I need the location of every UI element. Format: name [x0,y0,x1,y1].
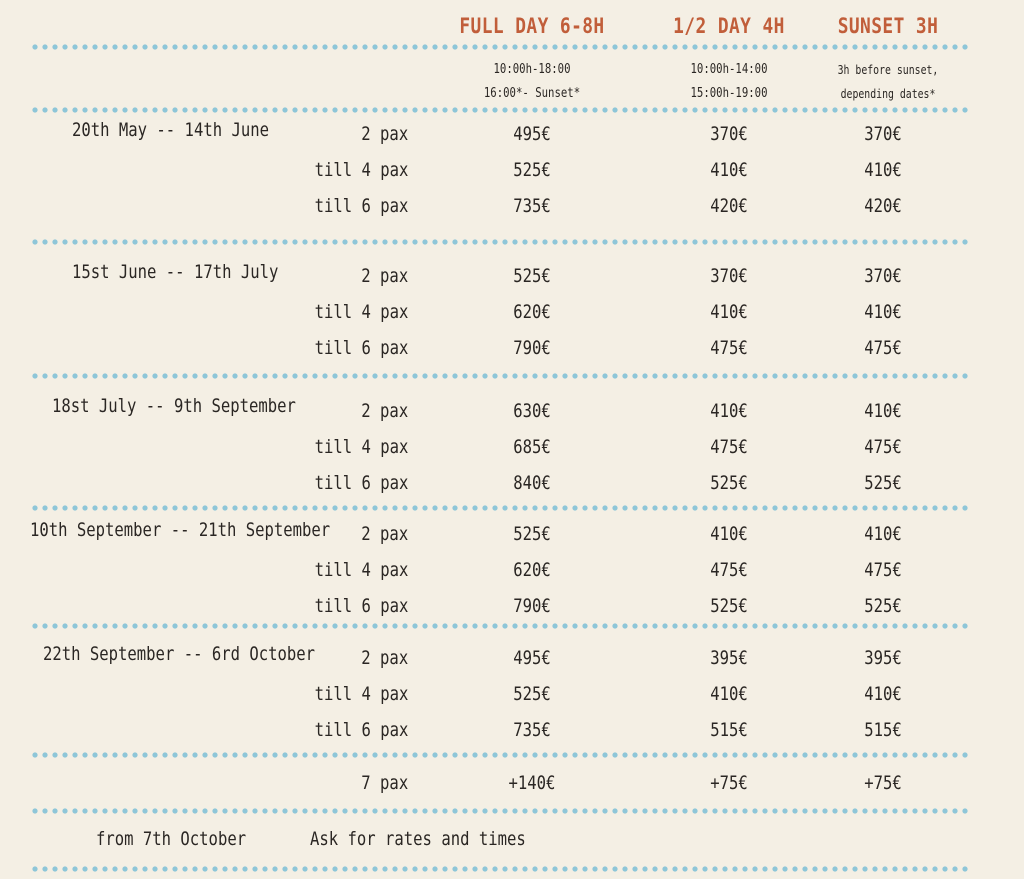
subtitle-line: 16:00*- Sunset* [483,86,581,101]
subtitle-line: 10:00h-14:00 [690,62,768,77]
price-sunset: 475€ [864,337,902,359]
pax-label: till 4 pax [314,559,408,581]
subtitle-line: depending dates* [840,87,936,101]
price-half-day: 410€ [710,159,748,181]
price-full-day: 790€ [513,337,551,359]
price-sunset: 410€ [864,159,902,181]
pax-label: 7 pax [361,772,408,794]
price-full-day: 685€ [513,436,551,458]
price-sunset: +75€ [864,772,902,794]
price-sunset: 515€ [864,719,902,741]
season-period: 20th May -- 14th June [72,119,269,141]
price-full-day: 495€ [513,647,551,669]
price-half-day: 395€ [710,647,748,669]
price-full-day: 525€ [513,523,551,545]
price-sunset: 410€ [864,683,902,705]
footer-period: from 7th October [96,828,247,850]
price-full-day: +140€ [508,772,556,794]
price-full-day: 630€ [513,400,551,422]
price-sunset: 410€ [864,301,902,323]
price-half-day: 410€ [710,683,748,705]
price-full-day: 790€ [513,595,551,617]
dotted-divider [30,505,968,511]
pax-label: till 4 pax [314,436,408,458]
price-sunset: 475€ [864,559,902,581]
column-header-half-day: 1/2 DAY 4H [673,14,785,38]
price-full-day: 620€ [513,559,551,581]
price-half-day: 370€ [710,123,748,145]
season-period: 10th September -- 21th September [30,519,331,541]
price-sunset: 475€ [864,436,902,458]
dotted-divider [30,808,968,814]
price-half-day: 525€ [710,595,748,617]
price-half-day: 410€ [710,400,748,422]
dotted-divider [30,752,968,758]
dotted-divider [30,239,968,245]
price-full-day: 495€ [513,123,551,145]
price-sunset: 370€ [864,265,902,287]
price-half-day: 475€ [710,337,748,359]
price-half-day: 410€ [710,523,748,545]
pax-label: 2 pax [361,123,408,145]
price-sunset: 420€ [864,195,902,217]
pax-label: till 6 pax [314,595,408,617]
pax-label: till 6 pax [314,195,408,217]
dotted-divider [30,866,968,872]
season-period: 15st June -- 17th July [72,261,279,283]
pax-label: 2 pax [361,265,408,287]
pax-label: 2 pax [361,400,408,422]
dotted-divider [30,44,968,50]
price-half-day: 475€ [710,559,748,581]
price-half-day: 410€ [710,301,748,323]
price-sunset: 525€ [864,595,902,617]
price-half-day: 515€ [710,719,748,741]
column-header-sunset: SUNSET 3H [837,14,939,38]
price-half-day: 420€ [710,195,748,217]
price-full-day: 525€ [513,683,551,705]
price-full-day: 525€ [513,265,551,287]
pax-label: till 4 pax [314,683,408,705]
pax-label: till 4 pax [314,159,408,181]
price-full-day: 840€ [513,472,551,494]
price-full-day: 735€ [513,195,551,217]
season-period: 18st July -- 9th September [52,395,296,417]
price-sunset: 525€ [864,472,902,494]
pax-label: 2 pax [361,647,408,669]
pax-label: till 4 pax [314,301,408,323]
price-half-day: 475€ [710,436,748,458]
column-header-full-day: FULL DAY 6-8H [459,14,605,38]
price-full-day: 525€ [513,159,551,181]
footer-note: Ask for rates and times [310,828,526,850]
column-subtitle-sunset [806,58,970,106]
price-sunset: 370€ [864,123,902,145]
pax-label: till 6 pax [314,719,408,741]
subtitle-line: 3h before sunset, [837,63,939,77]
pax-label: 2 pax [361,523,408,545]
subtitle-line: 15:00h-19:00 [690,86,768,101]
price-half-day: 525€ [710,472,748,494]
dotted-divider [30,373,968,379]
price-full-day: 735€ [513,719,551,741]
price-half-day: +75€ [710,772,748,794]
price-sunset: 395€ [864,647,902,669]
price-full-day: 620€ [513,301,551,323]
dotted-divider [30,623,968,629]
price-sunset: 410€ [864,400,902,422]
pax-label: till 6 pax [314,337,408,359]
price-sunset: 410€ [864,523,902,545]
dotted-divider [30,107,968,113]
column-subtitle-half-day [647,58,811,106]
subtitle-line: 10:00h-18:00 [493,62,571,77]
column-subtitle-full-day [450,58,614,106]
pax-label: till 6 pax [314,472,408,494]
price-half-day: 370€ [710,265,748,287]
season-period: 22th September -- 6rd October [43,643,316,665]
